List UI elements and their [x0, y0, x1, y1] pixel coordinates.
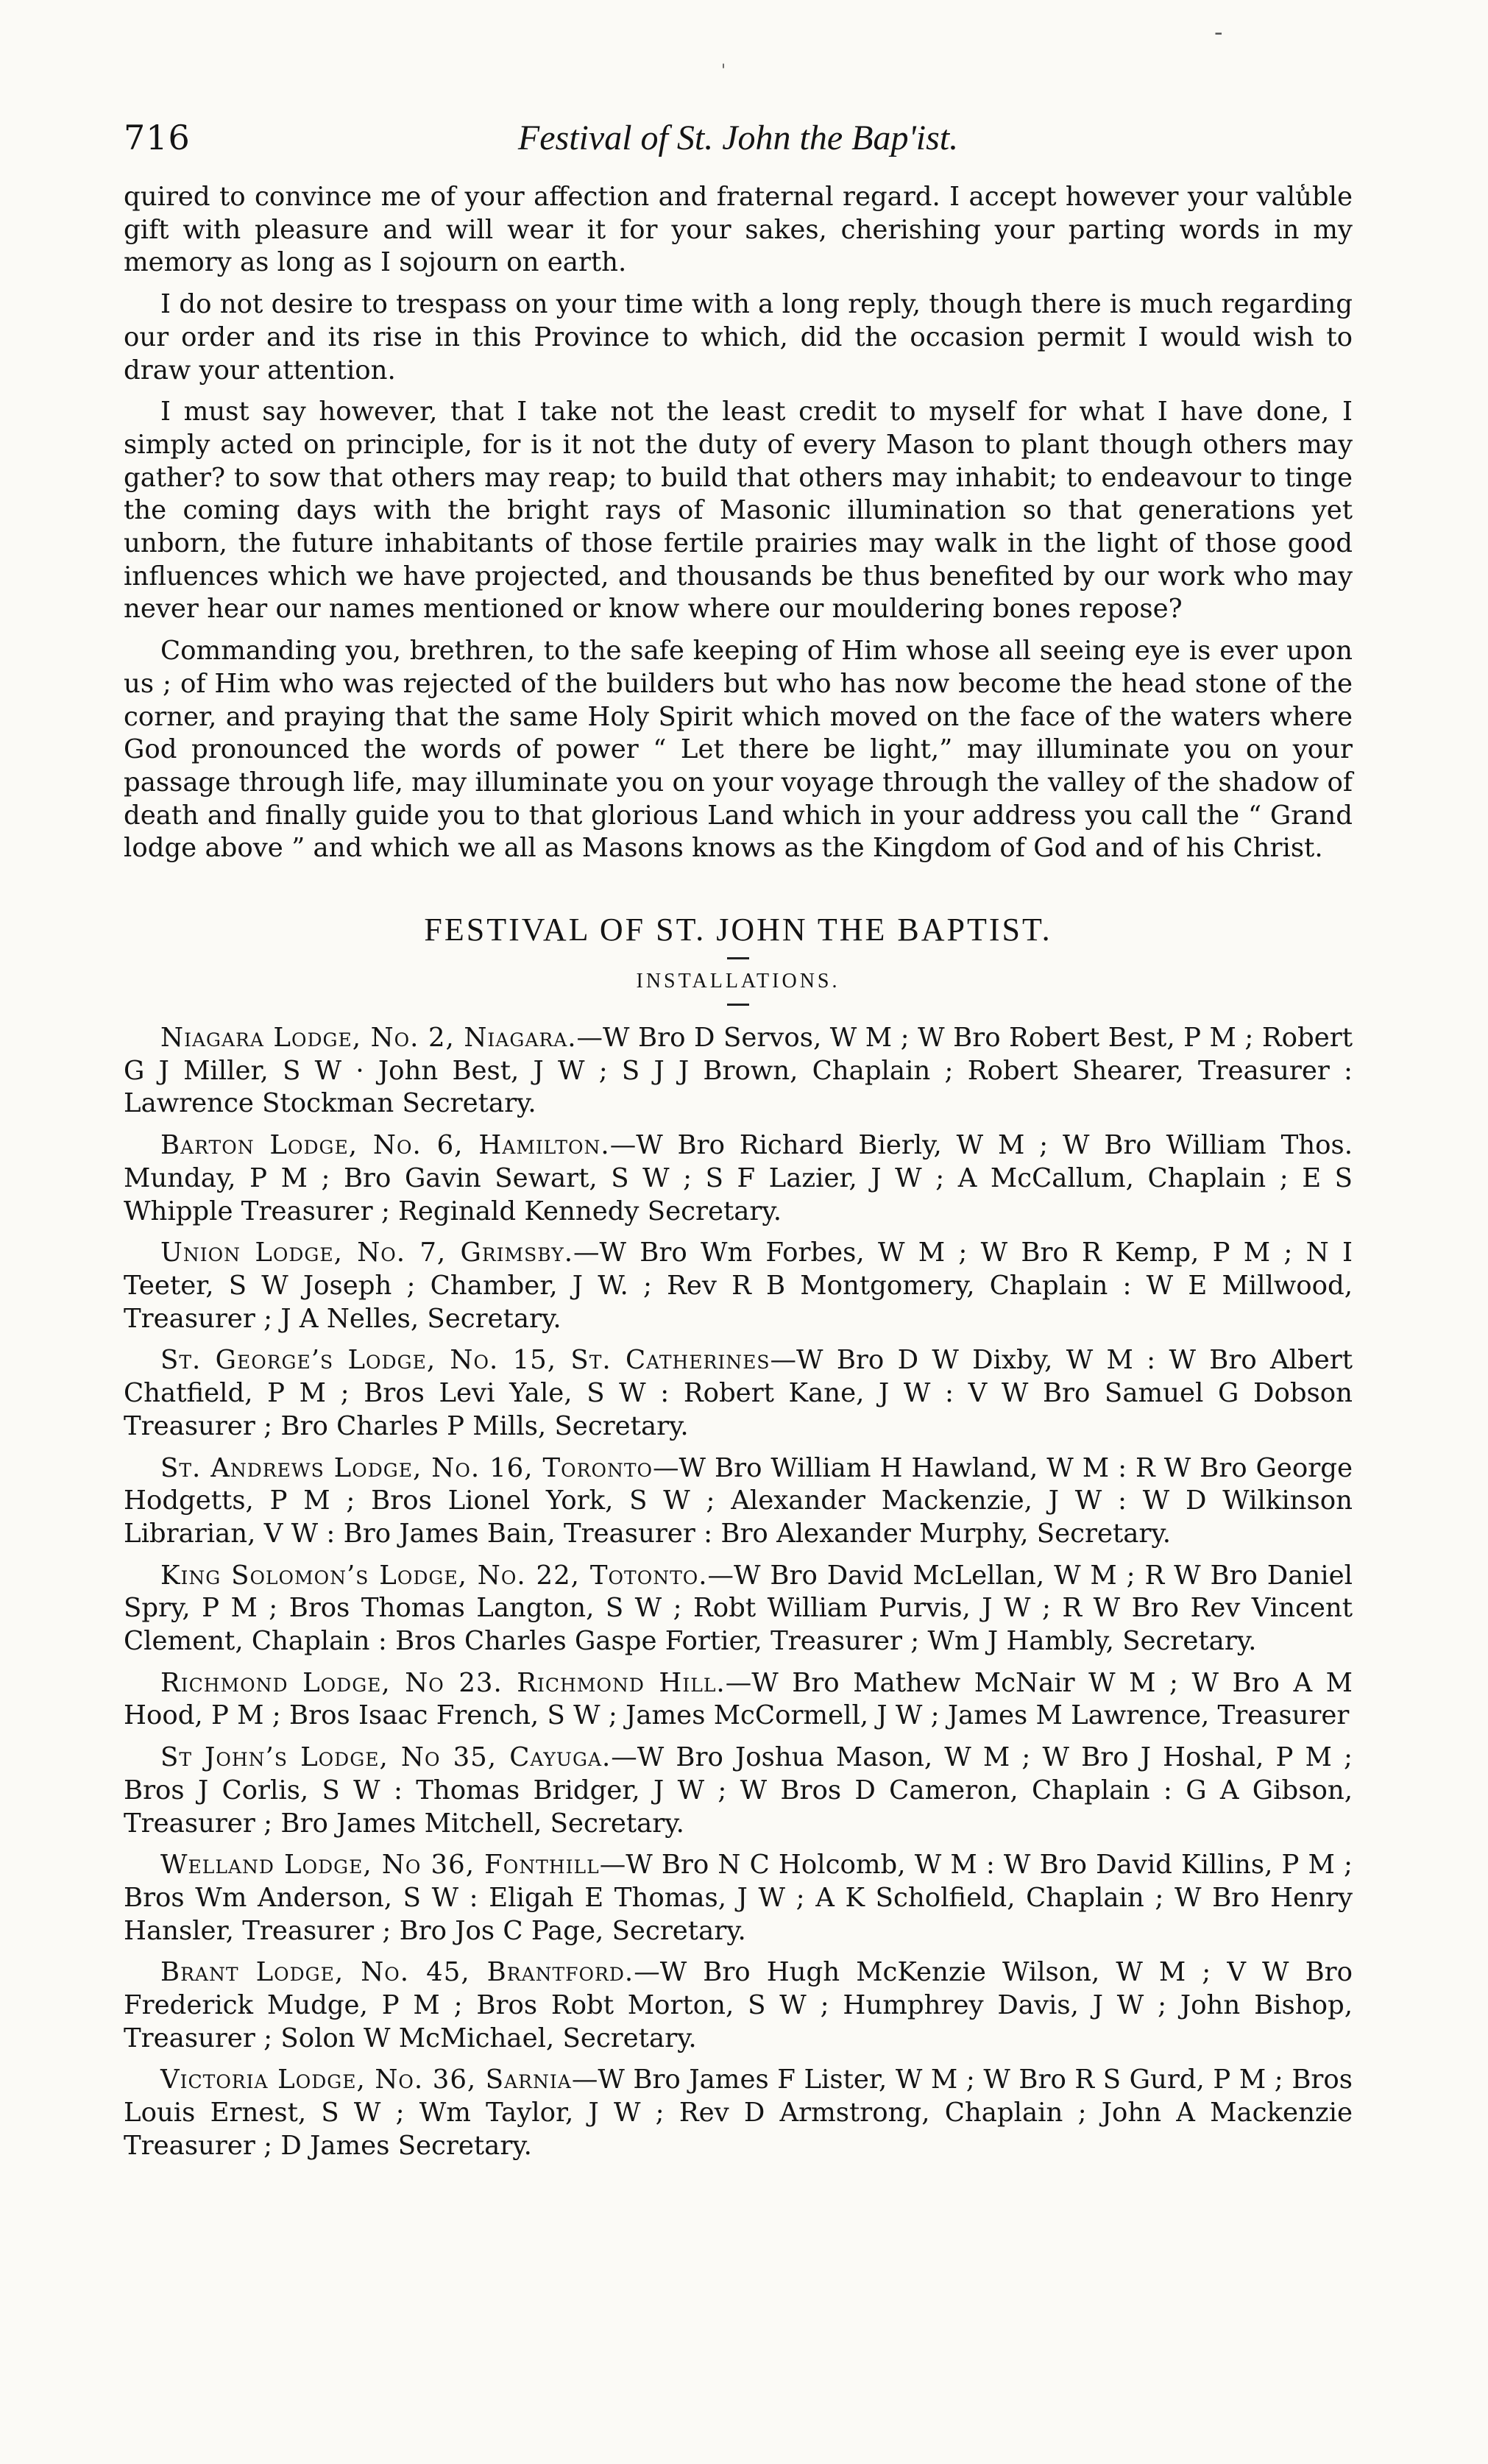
lodge-entry — [124, 1022, 1353, 1121]
lodge-name: Barton Lodge, No. 6, Hamilton. — [160, 1130, 610, 1161]
lodge-officers: —W Bro N C Holcomb, W M : W Bro David Killins, P M ; Bros Wm Anderson, S W : Eligah E Thomas, J W ; A K Scholfield, Chaplain ; W Bro Henry Hansler, Treasurer ; Bro Jos C Page, Secretary. — [124, 1850, 1353, 1946]
lodge-entry — [124, 1742, 1353, 1840]
page-header — [124, 118, 1353, 177]
paragraph: I do not desire to trespass on your time with a long reply, though there is much regarding our order and its rise in this Province to which, did the occasion permit I would wish to draw your attention. — [124, 289, 1353, 386]
lodge-officers: —W Bro William H Hawland, W M : R W Bro George Hodgetts, P M ; Bros Lionel York, S W ; Alexander Mackenzie, J W : W D Wilkinson Librarian, V W : Bro James Bain, Treasurer : Bro Alexander Murphy, Secretary. — [124, 1452, 1353, 1549]
lodge-name: Niagara Lodge, No. 2, Niagara. — [160, 1023, 577, 1054]
lodge-name: King Solomon’s Lodge, No. 22, Totonto. — [160, 1560, 708, 1591]
lodge-name: St. Andrews Lodge, No. 16, Toronto — [160, 1452, 653, 1483]
lodge-name: Union Lodge, No. 7, Grimsby. — [160, 1238, 573, 1268]
divider — [727, 957, 749, 959]
section-title: FESTIVAL OF ST. JOHN THE BAPTIST. — [424, 912, 1052, 948]
installations-list — [124, 1022, 1353, 2163]
lodge-officers: —W Bro Richard Bierly, W M ; W Bro William Thos. Munday, P M ; Bro Gavin Sewart, S W ; S F Lazier, J W ; A McCallum, Chaplain ; E S Whipple Treasurer ; Reginald Kennedy Secretary. — [124, 1130, 1353, 1226]
section-subtitle: INSTALLATIONS. — [636, 970, 840, 993]
corner-mark: - — [1214, 18, 1223, 47]
lodge-name: Richmond Lodge, No 23. Richmond Hill. — [160, 1667, 726, 1698]
lodge-officers: —W Bro James F Lister, W M ; W Bro R S Gurd, P M ; Bros Louis Ernest, S W ; Wm Taylor, J W ; Rev D Armstrong, Chaplain ; John A Mackenzie Treasurer ; D James Secretary. — [124, 2064, 1353, 2161]
paragraph: I must say however, that I take not the least credit to myself for what I have done, I simply acted on principle, for is it not the duty of every Mason to plant though others may gather? to sow that others may reap; to build that others may inhabit; to endeavour to tinge the coming days with the bright rays of Masonic illumination so that generations yet unborn, the future inhabitants of those fertile prairies may walk in the light of those good influences which we have projected, and thousands be thus benefited by our work who may never hear our names mentioned or know where our mouldering bones repose? — [124, 397, 1353, 625]
lodge-officers: —W Bro Mathew McNair W M ; W Bro A M Hood, P M ; Bros Isaac French, S W ; James McCormell, J W ; James M Lawrence, Treasurer — [124, 1667, 1353, 1731]
lodge-entry — [124, 1956, 1353, 2055]
lodge-officers: —W Bro D Servos, W M ; W Bro Robert Best, P M ; Robert G J Miller, S W · John Best, J W ; S J J Brown, Chaplain ; Robert Shearer, Treasurer : Lawrence Stockman Secretary. — [124, 1023, 1353, 1119]
lodge-entry — [124, 2064, 1353, 2162]
lodge-name: Victoria Lodge, No. 36, Sarnia — [160, 2064, 572, 2095]
lodge-officers: —W Bro Joshua Mason, W M ; W Bro J Hoshal, P M ; Bros J Corlis, S W : Thomas Bridger, J W ; W Bros D Cameron, Chaplain : G A Gibson, Treasurer ; Bro James Mitchell, Secretary. — [124, 1742, 1353, 1839]
lodge-officers: —W Bro David McLellan, W M ; R W Bro Daniel Spry, P M ; Bros Thomas Langton, S W ; Robt William Purvis, J W ; R W Bro Rev Vincent Clement, Chaplain : Bros Charles Gaspe Fortier, Treasurer ; Wm J Hambly, Secretary. — [124, 1560, 1353, 1657]
divider — [727, 1004, 749, 1006]
lodge-name: St. George’s Lodge, No. 15, St. Catherines — [160, 1345, 770, 1376]
lodge-entry — [124, 1667, 1353, 1733]
lodge-entry — [124, 1344, 1353, 1443]
lodge-name: Brant Lodge, No. 45, Brantford. — [160, 1957, 634, 1988]
lodge-entry — [124, 1129, 1353, 1228]
page — [124, 118, 1353, 2163]
lodge-name: St John’s Lodge, No 35, Cayuga. — [160, 1742, 612, 1773]
running-title: Festival of St. John the Bap'ist. — [517, 118, 959, 157]
lodge-entry — [124, 1237, 1353, 1335]
lodge-entry — [124, 1452, 1353, 1551]
lodge-name: Welland Lodge, No 36, Fonthill — [160, 1850, 600, 1881]
letter-text — [124, 181, 1353, 865]
lodge-officers: —W Bro Wm Forbes, W M ; W Bro R Kemp, P M ; N I Teeter, S W Joseph ; Chamber, J W. ; Rev R B Montgomery, Chaplain : W E Millwood, Treasurer ; J A Nelles, Secretary. — [124, 1238, 1353, 1334]
lodge-entry — [124, 1849, 1353, 1948]
lodge-entry — [124, 1560, 1353, 1658]
stray-mark: ' — [721, 62, 726, 80]
paragraph: Commanding you, brethren, to the safe keeping of Him whose all seeing eye is ever upon us ; of Him who was rejected of the builders but who has now become the head stone of the corner, and praying that the same Holy Spirit which moved on the face of the waters where God pronounced the words of power “ Let there be light,” may illuminate you on your passage through life, may illuminate you on your voyage through the valley of the shadow of death and finally guide you to that glorious Land which in your address you call the “ Grand lodge above ” and which we all as Masons knows as the Kingdom of God and of his Christ. — [124, 636, 1353, 864]
paragraph: quired to convince me of your affection and fraternal regard. I accept however your valu̾ble gift with pleasure and will wear it for your sakes, cherishing your parting words in my memory as long as I sojourn on earth. — [124, 182, 1353, 278]
page-number: 716 — [124, 118, 191, 157]
lodge-officers: —W Bro Hugh McKenzie Wilson, W M ; V W Bro Frederick Mudge, P M ; Bros Robt Morton, S W ; Humphrey Davis, J W ; John Bishop, Treasurer ; Solon W McMichael, Secretary. — [124, 1957, 1353, 2053]
lodge-officers: —W Bro D W Dixby, W M : W Bro Albert Chatfield, P M ; Bros Levi Yale, S W : Robert Kane, J W : V W Bro Samuel G Dobson Treasurer ; Bro Charles P Mills, Secretary. — [124, 1345, 1353, 1441]
